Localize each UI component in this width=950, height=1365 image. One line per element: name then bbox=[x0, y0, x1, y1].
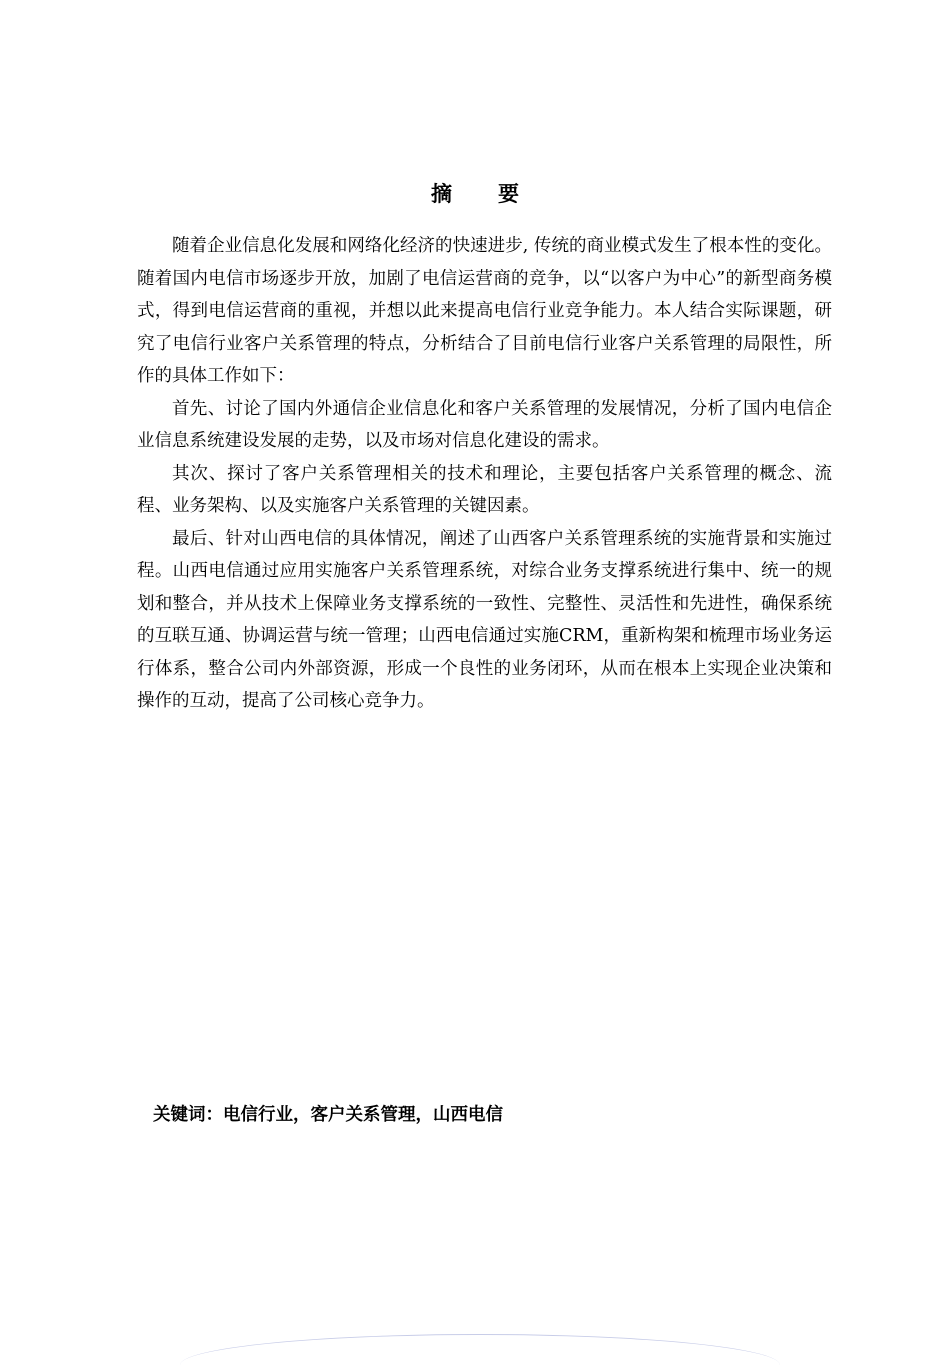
page-bottom-decoration bbox=[180, 1334, 780, 1365]
paragraph-last: 最后、针对山西电信的具体情况，阐述了山西客户关系管理系统的实施背景和实施过程。山西电信通过应用实施客户关系管理系统，对综合业务支撑系统进行集中、统一的规划和整合，并从技术上保障业务支撑系统的一致性、完整性、灵活性和先进性，确保系统的互联互通、协调运营与统一管理；山西电信通过实施CRM，重新构架和梳理市场业务运行体系，整合公司内外部资源，形成一个良性的业务闭环，从而在根本上实现企业决策和操作的互动，提高了公司核心竞争力。 bbox=[137, 528, 832, 711]
paragraph-intro: 随着企业信息化发展和网络化经济的快速进步, 传统的商业模式发生了根本性的变化。随着国内电信市场逐步开放，加剧了电信运营商的竞争，以“以客户为中心”的新型商务模式，得到电信运营商的重视，并想以此来提高电信行业竞争能力。本人结合实际课题，研究了电信行业客户关系管理的特点，分析结合了目前电信行业客户关系管理的局限性，所作的具体工作如下： bbox=[137, 236, 832, 386]
keywords-line: 关键词：电信行业，客户关系管理，山西电信 bbox=[153, 1105, 503, 1125]
abstract-body bbox=[137, 230, 832, 718]
abstract-title-char-2: 要 bbox=[498, 182, 519, 206]
paragraph-first: 首先、讨论了国内外通信企业信息化和客户关系管理的发展情况，分析了国内电信企业信息系统建设发展的走势，以及市场对信息化建设的需求。 bbox=[137, 398, 832, 451]
paragraph-second: 其次、探讨了客户关系管理相关的技术和理论，主要包括客户关系管理的概念、流程、业务架构、以及实施客户关系管理的关键因素。 bbox=[137, 463, 832, 516]
abstract-title-char-1: 摘 bbox=[431, 182, 452, 206]
abstract-title bbox=[0, 178, 950, 208]
